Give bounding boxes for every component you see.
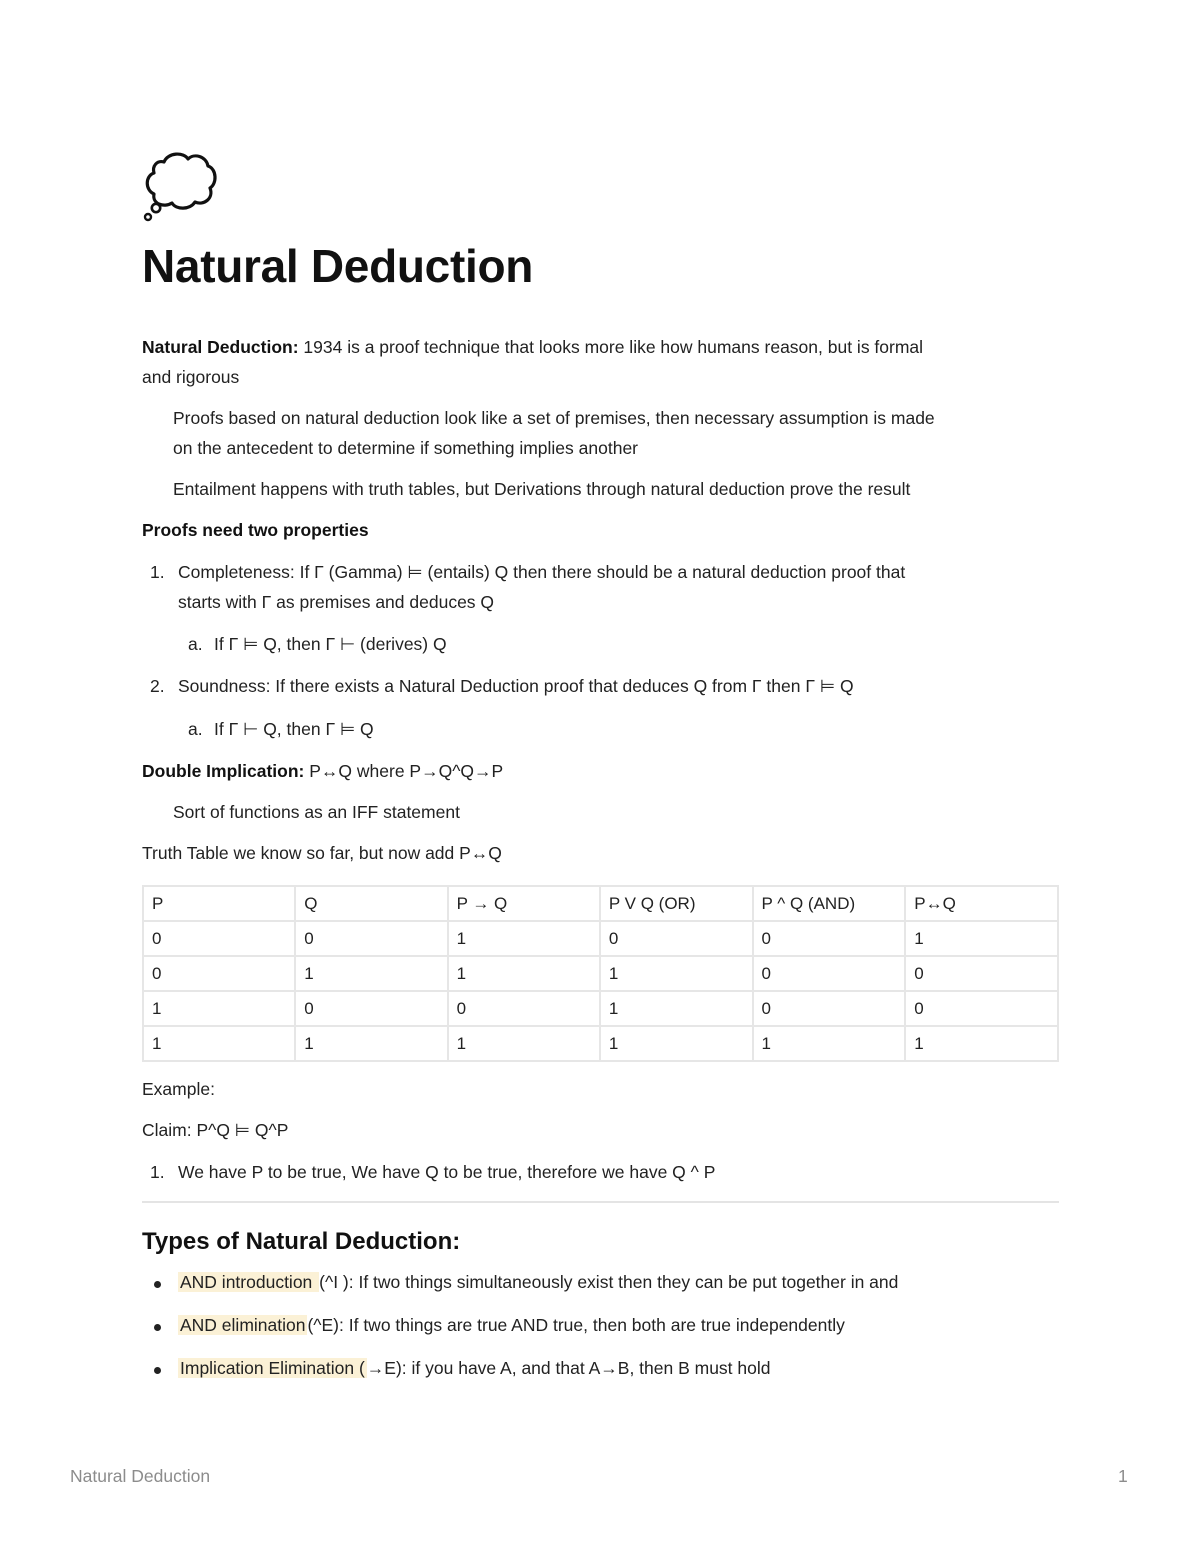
table-cell: 0 [448,991,600,1026]
table-header-cell: P V Q (OR) [600,886,753,921]
truth-table-intro: Truth Table we know so far, but now add P↔Q [142,843,502,863]
properties-list [142,557,1059,744]
list-item: 1. We have P to be true, We have Q to be true, therefore we have Q ^ P [150,1162,716,1182]
bullet-icon [154,1367,161,1374]
table-cell: 1 [905,921,1058,956]
table-cell: 0 [753,991,906,1026]
intro-paragraph [142,332,1059,362]
section-heading: Types of Natural Deduction: [142,1228,461,1255]
table-header-row [143,886,1058,921]
table-cell: 0 [905,956,1058,991]
table-row [143,921,1058,956]
table-cell: 0 [295,921,447,956]
table-row [143,991,1058,1026]
page-number: 1 [1118,1466,1128,1486]
table-cell: 1 [143,991,295,1026]
page-title: Natural Deduction [142,240,534,292]
table-cell: 1 [905,1026,1058,1061]
intro-term: Natural Deduction: [142,337,299,357]
table-cell: 1 [448,1026,600,1061]
table-cell: 0 [753,921,906,956]
double-implication-paragraph: Double Implication: P↔Q where P→Q^Q→P [142,761,504,781]
table-cell: 0 [600,921,753,956]
table-header-cell: P ^ Q (AND) [753,886,906,921]
list-item: 2. Soundness: If there exists a Natural Deduction proof that deduces Q from Γ then Γ ⊨ Q a. If Γ ⊢ Q, then Γ ⊨ Q [150,676,854,739]
bullet-icon [154,1281,161,1288]
intro-line1: 1934 is a proof technique that looks more like how humans reason, but is formal [298,337,924,357]
example-label: Example: [142,1079,215,1099]
thought-balloon-icon [142,148,218,224]
table-header-cell: Q [295,886,447,921]
table-cell: 1 [143,1026,295,1061]
properties-heading: Proofs need two properties [142,520,369,540]
indented-paragraph-2: Entailment happens with truth tables, but Derivations through natural deduction prove the result [173,479,911,499]
table-row [143,956,1058,991]
table-cell: 1 [295,1026,447,1061]
table-cell: 1 [600,956,753,991]
indented-paragraph-1: Proofs based on natural deduction look like a set of premises, then necessary assumption is made on the antecedent to determine if something implies another [173,408,935,458]
divider [142,1201,1059,1203]
list-item: Implication Elimination ( →E): if you have A, and that A→B, then B must hold [142,1353,1059,1383]
list-item: AND introduction (^I ): If two things simultaneously exist then they can be put together in and [142,1267,1059,1297]
table-header-cell: P↔Q [905,886,1058,921]
table-cell: 1 [600,991,753,1026]
types-list [142,1267,1059,1383]
claim-line: Claim: P^Q ⊨ Q^P [142,1120,289,1140]
table-row [143,1026,1058,1061]
table-cell: 1 [448,956,600,991]
bullet-icon [154,1324,161,1331]
footer-title: Natural Deduction [70,1466,211,1486]
table-header-cell: P → Q [448,886,600,921]
truth-table [142,885,1059,1062]
table-cell: 0 [753,956,906,991]
table-cell: 0 [143,956,295,991]
table-cell: 1 [600,1026,753,1061]
table-cell: 1 [448,921,600,956]
page-content [142,148,1059,1383]
table-header-cell: P [143,886,295,921]
list-item: AND elimination (^E): If two things are true AND true, then both are true independently [142,1310,1059,1340]
table-cell: 0 [295,991,447,1026]
table-cell: 1 [753,1026,906,1061]
iff-note: Sort of functions as an IFF statement [173,802,460,822]
table-cell: 0 [905,991,1058,1026]
list-item: 1. Completeness: If Γ (Gamma) ⊨ (entails) Q then there should be a natural deduction proof that starts with Γ as premises and deduces Q a. If Γ ⊨ Q, then Γ ⊢ (derives) Q [150,562,906,654]
table-cell: 1 [295,956,447,991]
table-cell: 0 [143,921,295,956]
intro-line2: and rigorous [142,367,240,387]
